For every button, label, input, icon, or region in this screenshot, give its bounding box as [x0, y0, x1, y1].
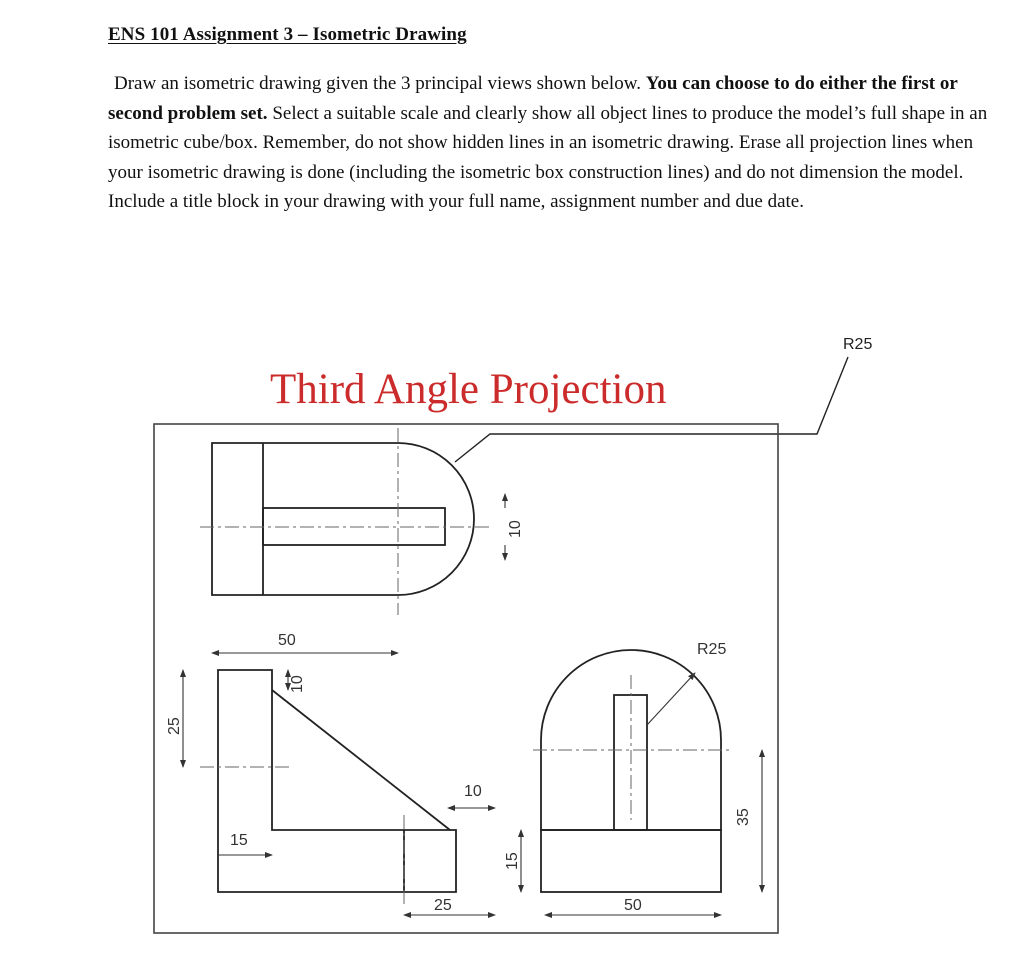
- dim-top-slot: 10: [507, 520, 524, 538]
- dim-front-base-length: 25: [434, 897, 452, 914]
- instructions-text-2: Select a suitable scale and clearly show all object lines to produce the model’s full shape in an isometric cube/box. Remember, do not show hidden lines in an isometric drawing. Erase all projection lines when your isometric drawing is done (including the isometric box construction lines) and do not dimension the model. Include a title block in your drawing with your full name, assignment number and due date.: [108, 102, 988, 212]
- dimension-lines: [183, 494, 762, 915]
- dim-front-base-left: 15: [230, 832, 248, 849]
- instructions-bold: You can choose to do either the first or second problem set.: [108, 73, 958, 124]
- top-view-centerlines: [200, 428, 492, 615]
- figure-caption: Third Angle Projection: [270, 366, 667, 413]
- callout-leader: [455, 357, 848, 462]
- top-view: [212, 443, 474, 595]
- dim-front-slot: 10: [289, 675, 306, 693]
- dim-top-width: 50: [278, 632, 296, 649]
- dim-front-base-height: 15: [504, 852, 521, 870]
- dim-front-rib: 10: [464, 783, 482, 800]
- dim-side-height: 35: [735, 808, 752, 826]
- dim-side-width: 50: [624, 897, 642, 914]
- instructions-text-1: Draw an isometric drawing given the 3 principal views shown below.: [114, 73, 646, 94]
- figure-frame: [154, 424, 778, 933]
- front-view: [218, 670, 456, 892]
- page-title: ENS 101 Assignment 3 – Isometric Drawing: [108, 24, 467, 45]
- side-view-centerlines: [533, 675, 730, 820]
- callout-radius-label: R25: [843, 336, 873, 353]
- dim-side-radius: R25: [697, 641, 727, 658]
- dim-front-height: 25: [166, 717, 183, 735]
